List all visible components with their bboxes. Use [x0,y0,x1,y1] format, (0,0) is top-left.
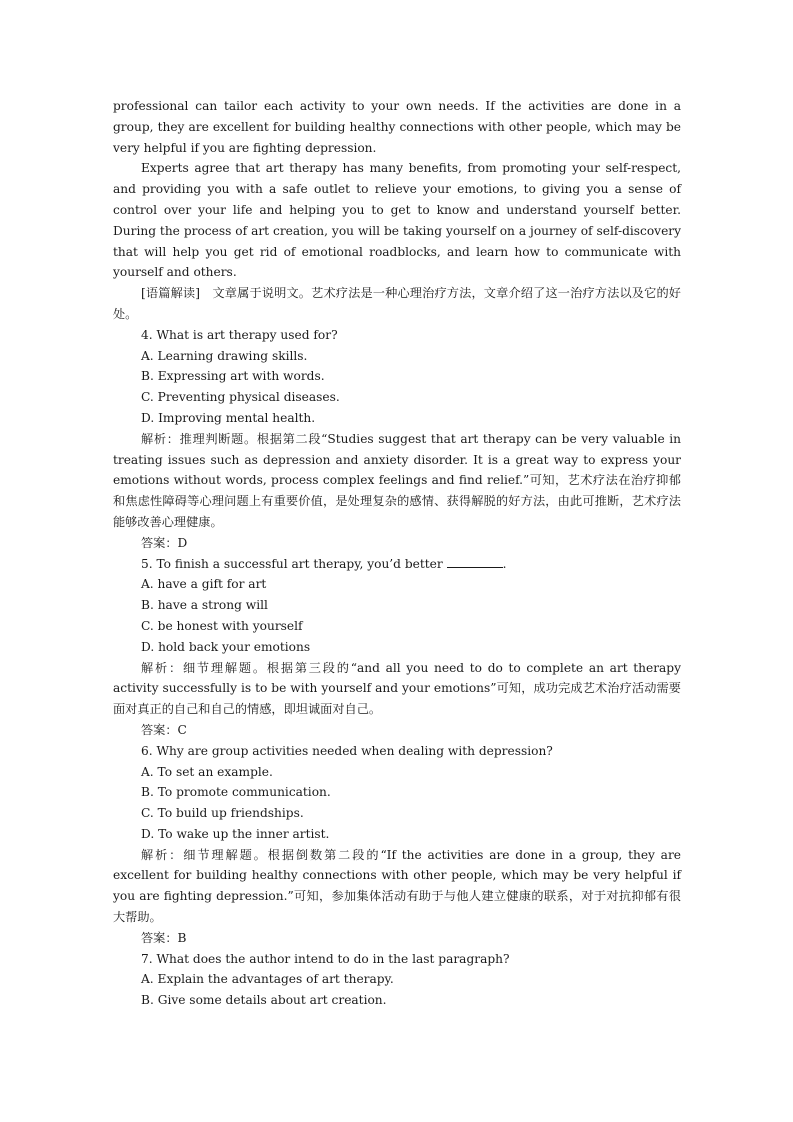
option-a: A. Learning drawing skills. [141,348,308,363]
option-d: D. To wake up the inner artist. [141,826,330,841]
option-c: C. Preventing physical diseases. [141,390,340,405]
option-d: D. Improving mental health. [141,410,316,425]
question-stem: 7. What does the author intend to do in the last paragraph? [141,951,510,966]
question-answer: 答案：C [141,722,187,737]
option-a: A. have a gift for art [141,577,267,592]
question-analysis: 解析：细节理解题。根据第三段的“and all you need to do to complete an art therapy activity successfully is to be with yourself and your emotions”可知，成功完成艺术治疗活动需要面对真正的自己和自己的情感，即坦诚面对自己。 [113,660,681,717]
option-a: A. Explain the advantages of art therapy. [141,972,394,987]
option-d: D. hold back your emotions [141,639,311,654]
option-b: B. Give some details about art creation. [141,993,387,1008]
question-analysis: 解析：推理判断题。根据第二段“Studies suggest that art therapy can be very valuable in treating issues such as depression and anxiety disorder. It is a great way to express your emotions without words, process complex feelings and find relief.”可知，艺术疗法在治疗抑郁和焦虑性障碍等心理问题上有重要价值，是处理复杂的感情、获得解脱的好方法，由此可推断，艺术疗法能够改善心理健康。 [113,431,681,529]
option-b: B. Expressing art with words. [141,369,325,384]
question-4 [113,325,681,554]
document-page [113,96,681,1011]
option-c: C. To build up friendships. [141,806,304,821]
question-7 [113,949,681,1011]
option-b: B. To promote communication. [141,785,331,800]
question-6 [113,741,681,949]
question-answer: 答案：B [141,930,187,945]
question-stem-text: 5. To finish a successful art therapy, you’d better [141,556,447,571]
question-5 [113,554,681,741]
answer-blank [447,555,503,568]
option-c: C. be honest with yourself [141,618,303,633]
question-stem: 4. What is art therapy used for? [141,327,338,342]
question-analysis: 解析：细节理解题。根据倒数第二段的“If the activities are done in a group, they are excellent for building healthy connections with other people, which may be very helpful if you are fighting depression.”可知，参加集体活动有助于与他人建立健康的联系，对于对抗抑郁有很大帮助。 [113,847,681,925]
question-stem-end: . [502,556,507,571]
question-stem [113,554,681,575]
passage-interpretation: [语篇解读] 文章属于说明文。艺术疗法是一种心理治疗方法，文章介绍了这一治疗方法以及它的好处。 [113,286,681,321]
question-stem: 6. Why are group activities needed when dealing with depression? [141,743,553,758]
option-b: B. have a strong will [141,598,268,613]
question-answer: 答案：D [141,535,188,550]
option-a: A. To set an example. [141,764,273,779]
passage-paragraph-continued: professional can tailor each activity to your own needs. If the activities are done in a group, they are excellent for building healthy connections with other people, which may be very helpful if you are fighting depression. [113,99,681,155]
passage-paragraph-last: Experts agree that art therapy has many benefits, from promoting your self-respect, and providing you with a safe outlet to relieve your emotions, to giving you a sense of control over your life and helping you to get to know and understand yourself better. During the process of art creation, you will be taking yourself on a journey of self-discovery that will help you get rid of emotional roadblocks, and learn how to communicate with yourself and others. [113,161,681,280]
